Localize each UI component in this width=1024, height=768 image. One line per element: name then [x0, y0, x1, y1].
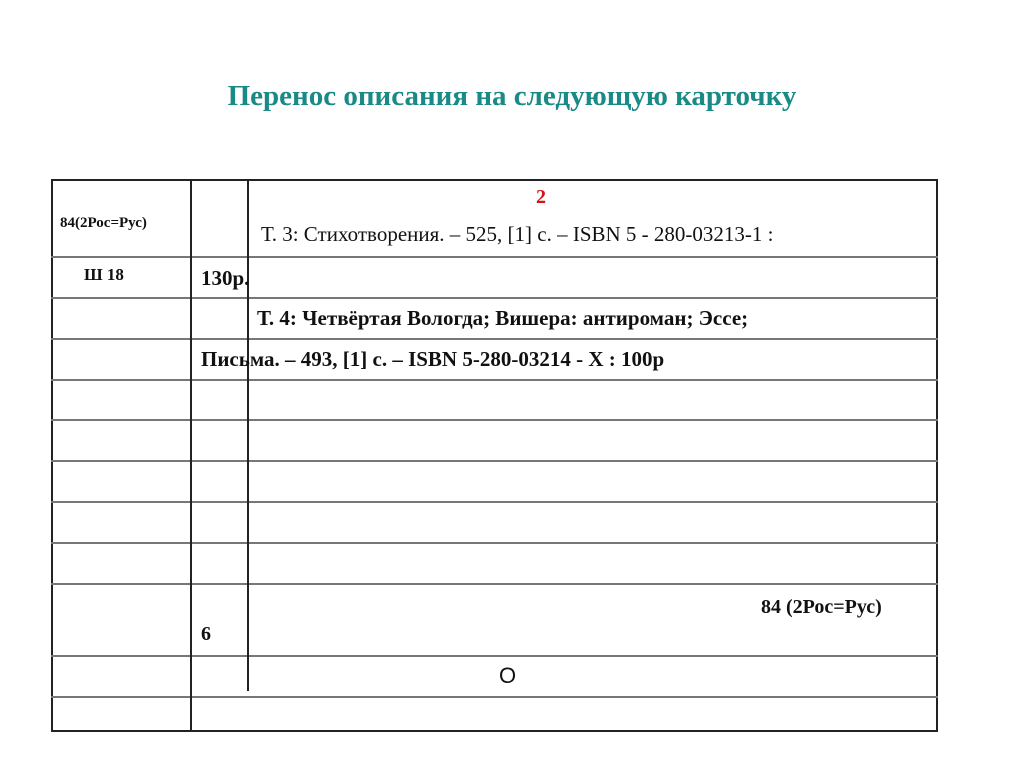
- author-sign: Ш 18: [84, 265, 124, 284]
- row-divider: [51, 460, 938, 462]
- bottom-classification: 84 (2Рос=Рус): [761, 596, 882, 618]
- page-title: Перенос описания на следующую карточку: [227, 80, 797, 112]
- row-divider: [51, 338, 938, 340]
- row-divider: [51, 696, 938, 698]
- row-divider: [51, 655, 938, 657]
- row-divider: [51, 419, 938, 421]
- card-hole-mark: О: [499, 663, 517, 688]
- card-line-4: Письма. – 493, [1] с. – ISBN 5-280-03214 - Х : 100р: [201, 347, 665, 371]
- classification-index: 84(2Рос=Рус): [60, 215, 147, 231]
- catalog-card: [51, 179, 938, 732]
- row-divider: [51, 297, 938, 299]
- row-divider: [51, 583, 938, 585]
- margin-line: [247, 179, 249, 691]
- card-line-2: 130р.: [201, 266, 250, 290]
- column-divider: [190, 179, 192, 732]
- row-divider: [51, 379, 938, 381]
- bottom-number: 6: [201, 623, 211, 645]
- row-divider: [51, 256, 938, 258]
- row-divider: [51, 501, 938, 503]
- row-divider: [51, 542, 938, 544]
- card-page-number: 2: [536, 186, 546, 208]
- card-line-3: Т. 4: Четвёртая Вологда; Вишера: антироман; Эссе;: [257, 306, 749, 330]
- card-line-1: Т. 3: Стихотворения. – 525, [1] с. – ISBN 5 - 280-03213-1 :: [261, 222, 774, 246]
